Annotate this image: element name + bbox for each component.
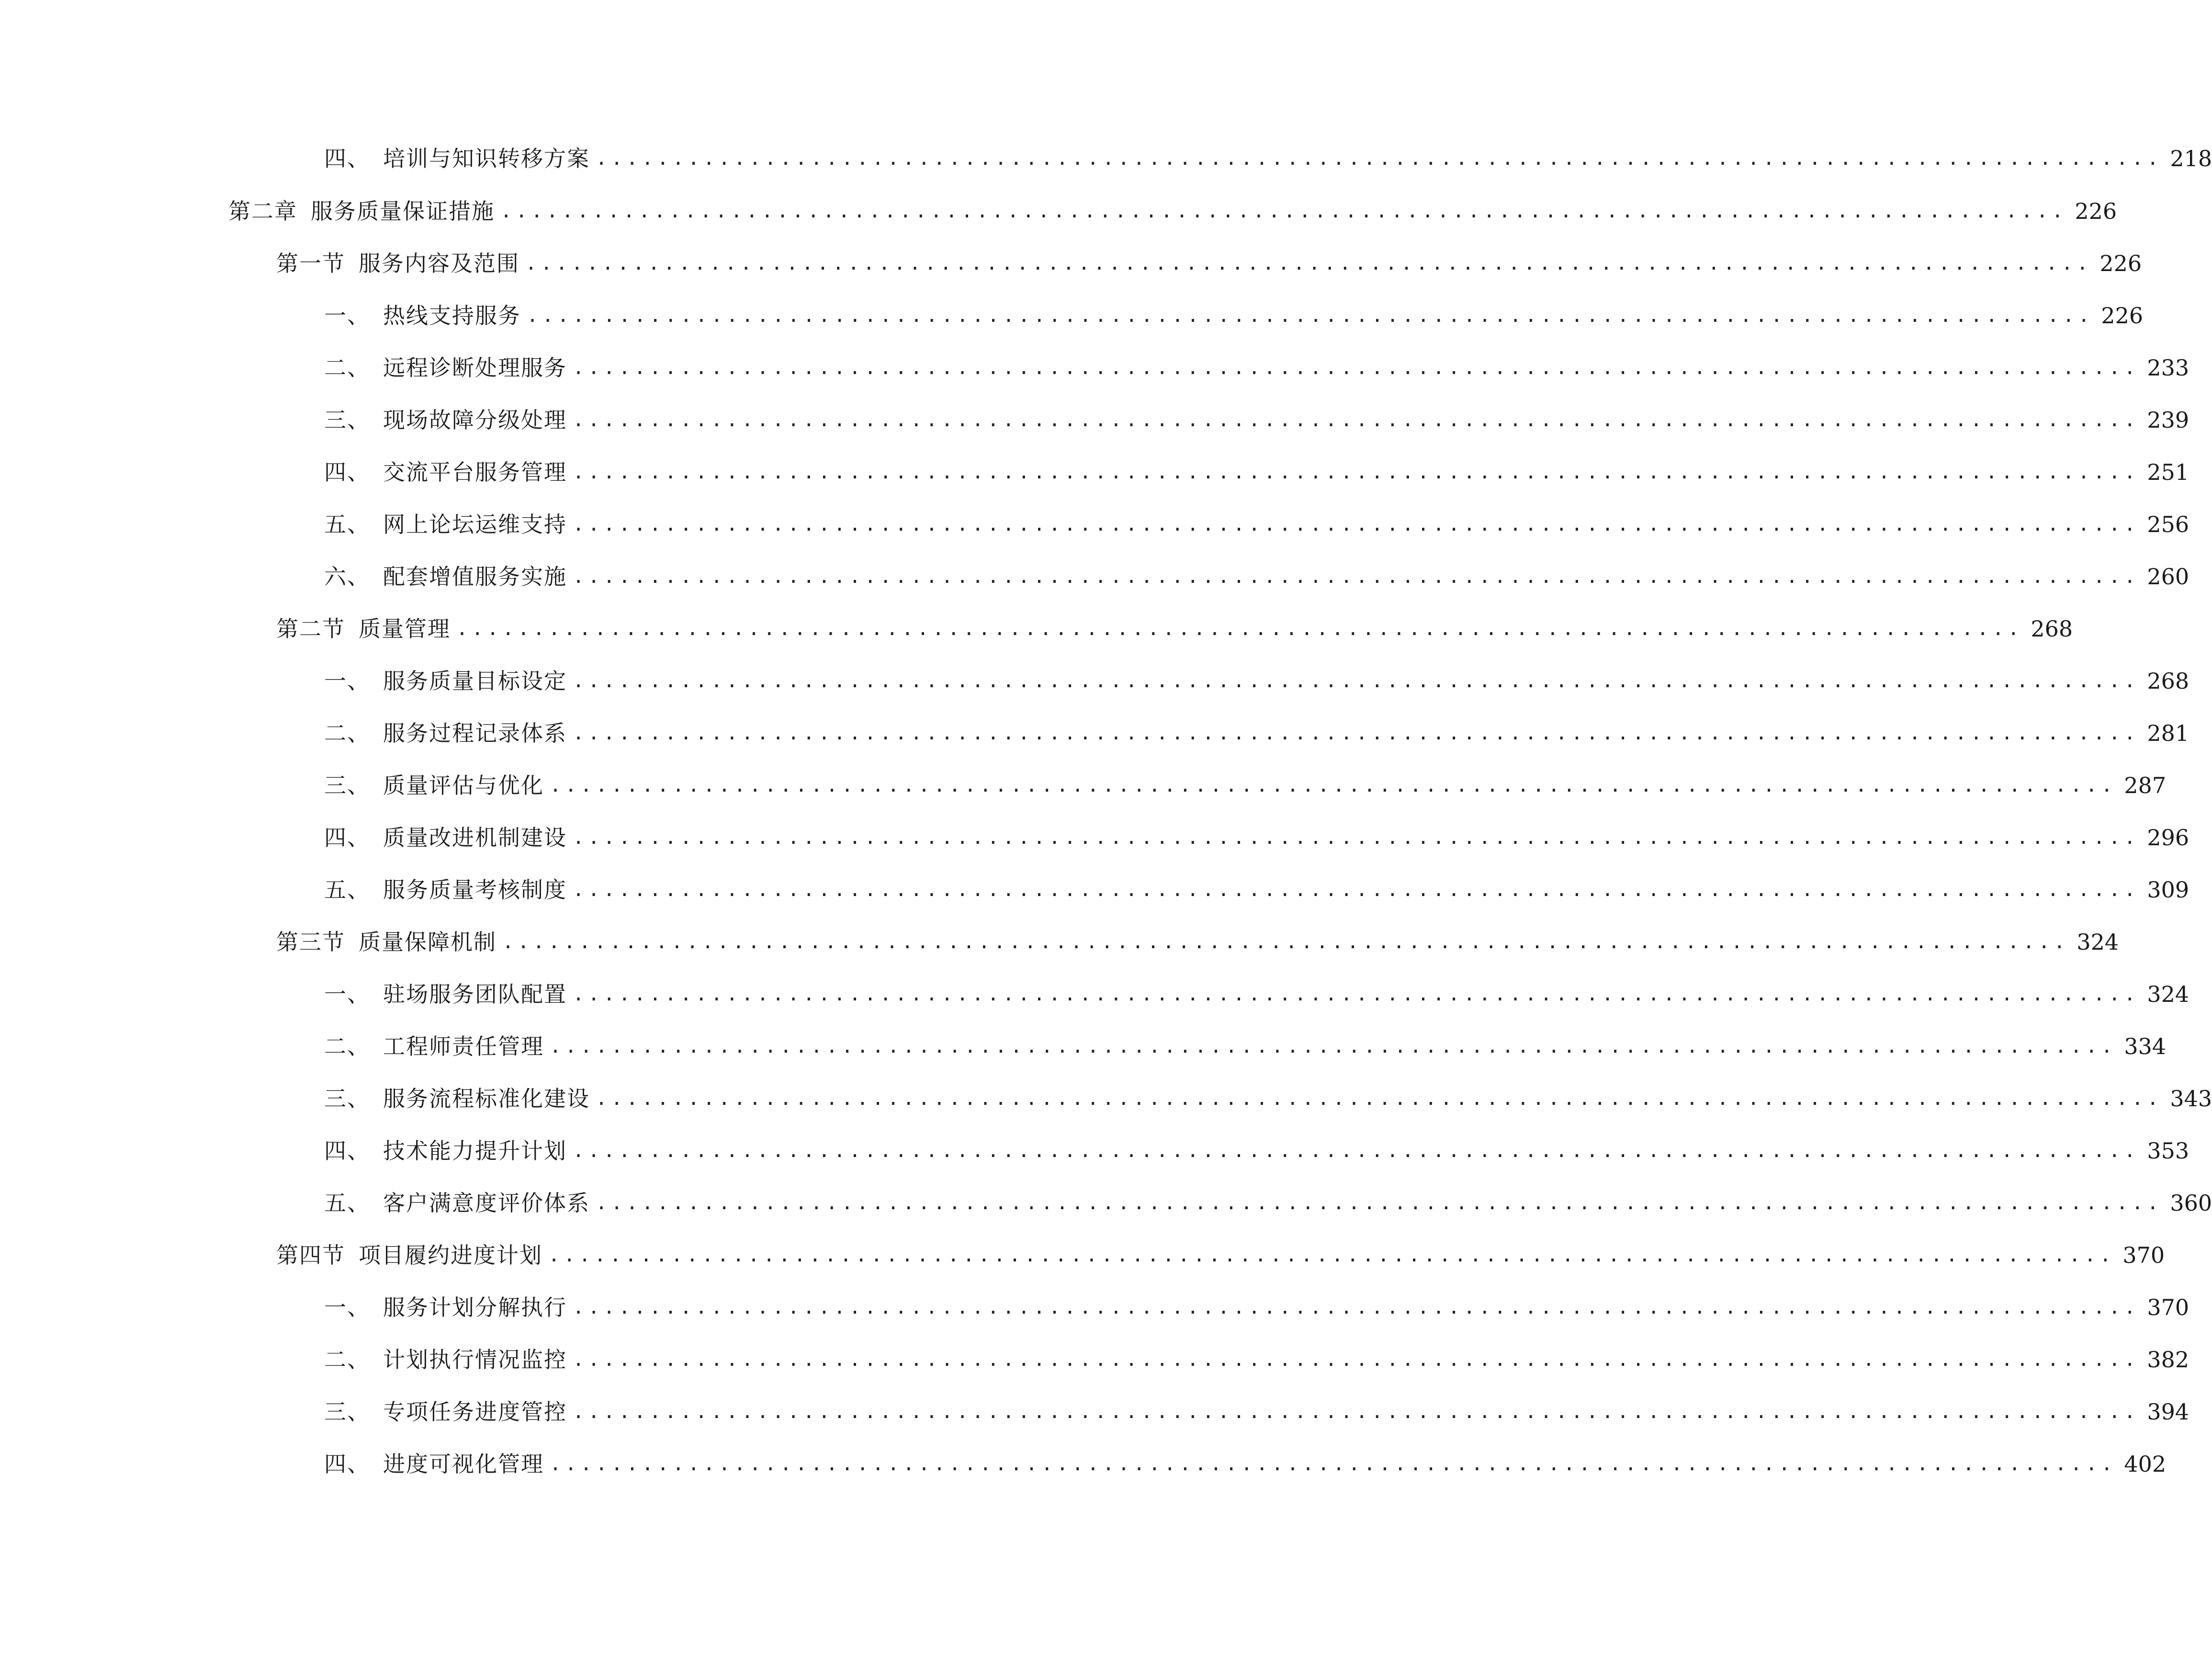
toc-entry-number: 五、: [324, 511, 370, 537]
toc-entry-title: 工程师责任管理: [383, 1033, 544, 1059]
toc-entry-title: 服务流程标准化建设: [383, 1086, 590, 1112]
toc-entry-number: 三、: [324, 1399, 370, 1425]
toc-entry-title: 计划执行情况监控: [383, 1347, 567, 1373]
toc-entry-page: 218: [2170, 146, 2212, 171]
toc-entry-page: 324: [2147, 981, 2189, 1007]
toc-entry[interactable]: [324, 1291, 2189, 1324]
toc-entry-page: 287: [2124, 772, 2167, 798]
toc-entry-title: 质量改进机制建设: [383, 825, 567, 851]
toc-entry[interactable]: [324, 769, 2167, 802]
toc-entry[interactable]: [324, 403, 2189, 437]
toc-entry-number: 四、: [324, 1138, 370, 1164]
toc-entry-title: 质量评估与优化: [383, 772, 544, 798]
toc-entry-title: 远程诊断处理服务: [383, 355, 567, 381]
toc-entry[interactable]: [324, 664, 2189, 698]
toc-entry-title: 交流平台服务管理: [383, 459, 567, 485]
toc-entry-page: 324: [2077, 929, 2119, 955]
toc-entry-page: 309: [2147, 877, 2189, 903]
toc-entry-number: 四、: [324, 1451, 370, 1477]
toc-entry[interactable]: [324, 873, 2189, 907]
toc-entry-title: 服务内容及范围: [359, 250, 519, 276]
toc-entry-number: 第四节: [276, 1242, 345, 1268]
toc-entry-page: 360: [2170, 1190, 2212, 1216]
dot-leader: ......................................................................................................: [502, 931, 2069, 953]
toc-entry-title: 客户满意度评价体系: [383, 1190, 590, 1216]
toc-entry-page: 226: [2075, 198, 2117, 224]
toc-entry-number: 三、: [324, 1086, 370, 1112]
dot-leader: ......................................................................................................: [573, 722, 2140, 744]
toc-entry-title: 服务质量目标设定: [383, 668, 567, 694]
toc-entry-page: 296: [2147, 825, 2189, 851]
dot-leader: ......................................................................................................: [573, 670, 2140, 692]
toc-entry[interactable]: [324, 1186, 2212, 1220]
dot-leader: ......................................................................................................: [573, 566, 2140, 588]
toc-entry-title: 培训与知识转移方案: [383, 146, 590, 171]
toc-entry[interactable]: [276, 1238, 2165, 1272]
toc-entry-page: 256: [2147, 511, 2189, 537]
toc-entry-title: 现场故障分级处理: [383, 407, 567, 433]
dot-leader: ......................................................................................................: [596, 1192, 2163, 1214]
toc-entry-number: 第二章: [228, 198, 297, 224]
toc-entry[interactable]: [324, 1134, 2189, 1168]
toc-entry-page: 233: [2147, 355, 2189, 381]
toc-entry[interactable]: [324, 508, 2189, 541]
toc-entry-number: 六、: [324, 564, 370, 590]
toc-entry-number: 五、: [324, 1190, 370, 1216]
toc-entry[interactable]: [324, 716, 2189, 750]
dot-leader: ......................................................................................................: [573, 827, 2140, 849]
toc-entry[interactable]: [324, 1030, 2167, 1063]
dot-leader: ......................................................................................................: [573, 1349, 2140, 1371]
toc-entry-title: 服务质量考核制度: [383, 877, 567, 903]
dot-leader: ......................................................................................................: [573, 357, 2140, 379]
toc-entry[interactable]: [324, 1395, 2189, 1429]
toc-entry[interactable]: [276, 925, 2119, 959]
dot-leader: ......................................................................................................: [573, 983, 2140, 1005]
toc-entry-number: 三、: [324, 772, 370, 798]
toc-entry-number: 一、: [324, 981, 370, 1007]
toc-entry-page: 370: [2122, 1242, 2165, 1268]
toc-entry-page: 251: [2147, 459, 2189, 485]
toc-entry-page: 370: [2147, 1294, 2189, 1320]
dot-leader: ......................................................................................................: [527, 305, 2094, 327]
toc-entry[interactable]: [276, 247, 2142, 280]
toc-entry[interactable]: [324, 977, 2189, 1011]
dot-leader: ......................................................................................................: [550, 774, 2117, 796]
toc-entry[interactable]: [324, 821, 2189, 854]
toc-entry-title: 质量保障机制: [359, 929, 497, 955]
toc-entry-title: 服务质量保证措施: [311, 198, 495, 224]
toc-entry-page: 353: [2147, 1138, 2189, 1164]
toc-entry-number: 二、: [324, 1347, 370, 1373]
toc-entry-title: 热线支持服务: [383, 303, 521, 329]
toc-entry-title: 进度可视化管理: [383, 1451, 544, 1477]
toc-entry-title: 质量管理: [359, 616, 451, 642]
dot-leader: ......................................................................................................: [548, 1244, 2115, 1266]
toc-entry-number: 二、: [324, 720, 370, 746]
toc-entry-page: 334: [2124, 1033, 2167, 1059]
dot-leader: ......................................................................................................: [550, 1035, 2117, 1057]
dot-leader: ......................................................................................................: [596, 1088, 2163, 1110]
dot-leader: ......................................................................................................: [456, 618, 2023, 640]
dot-leader: ......................................................................................................: [573, 409, 2140, 431]
toc-entry[interactable]: [324, 455, 2189, 489]
dot-leader: ......................................................................................................: [573, 1140, 2140, 1162]
dot-leader: ......................................................................................................: [525, 252, 2092, 274]
toc-entry-title: 配套增值服务实施: [383, 564, 567, 590]
toc-entry-number: 一、: [324, 1294, 370, 1320]
toc-entry-page: 226: [2099, 250, 2142, 276]
toc-entry-title: 专项任务进度管控: [383, 1399, 567, 1425]
toc-entry-number: 四、: [324, 459, 370, 485]
toc-entry-page: 239: [2147, 407, 2189, 433]
dot-leader: ......................................................................................................: [550, 1453, 2117, 1475]
dot-leader: ......................................................................................................: [573, 1401, 2140, 1423]
toc-entry-title: 服务计划分解执行: [383, 1294, 567, 1320]
toc-entry-number: 第一节: [276, 250, 345, 276]
toc-entry[interactable]: [324, 1447, 2167, 1481]
toc-entry[interactable]: [324, 1343, 2189, 1376]
toc-entry[interactable]: [324, 299, 2144, 332]
toc-entry-number: 一、: [324, 303, 370, 329]
toc-entry-number: 二、: [324, 1033, 370, 1059]
toc-entry-number: 四、: [324, 146, 370, 171]
toc-entry-page: 394: [2147, 1399, 2189, 1425]
toc-entry[interactable]: [324, 560, 2189, 593]
toc-entry-title: 网上论坛运维支持: [383, 511, 567, 537]
toc-entry[interactable]: [324, 1082, 2212, 1115]
dot-leader: ......................................................................................................: [500, 200, 2067, 222]
toc-entry-page: 382: [2147, 1347, 2189, 1373]
toc-entry[interactable]: [324, 142, 2212, 175]
toc-entry[interactable]: [228, 194, 2117, 228]
dot-leader: ......................................................................................................: [573, 879, 2140, 901]
toc-entry-number: 三、: [324, 407, 370, 433]
toc-entry[interactable]: [324, 351, 2189, 385]
toc-entry-page: 226: [2101, 303, 2144, 329]
toc-entry-number: 第三节: [276, 929, 345, 955]
toc-entry-page: 281: [2147, 720, 2189, 746]
toc-entry-number: 二、: [324, 355, 370, 381]
toc-entry-title: 技术能力提升计划: [383, 1138, 567, 1164]
dot-leader: ......................................................................................................: [573, 1296, 2140, 1318]
toc-entry-page: 402: [2124, 1451, 2167, 1477]
toc-entry-title: 服务过程记录体系: [383, 720, 567, 746]
toc-entry-title: 驻场服务团队配置: [383, 981, 567, 1007]
dot-leader: ......................................................................................................: [573, 513, 2140, 535]
toc-entry-page: 268: [2147, 668, 2189, 694]
toc-entry-title: 项目履约进度计划: [359, 1242, 542, 1268]
dot-leader: ......................................................................................................: [573, 461, 2140, 483]
toc-entry-page: 343: [2170, 1086, 2212, 1112]
toc-entry-number: 四、: [324, 825, 370, 851]
toc-entry-number: 一、: [324, 668, 370, 694]
toc-entry-page: 268: [2031, 616, 2073, 642]
toc-entry-page: 260: [2147, 564, 2189, 590]
dot-leader: ......................................................................................................: [596, 148, 2163, 170]
toc-entry-number: 第二节: [276, 616, 345, 642]
toc-entry[interactable]: [276, 612, 2073, 646]
toc-entry-number: 五、: [324, 877, 370, 903]
